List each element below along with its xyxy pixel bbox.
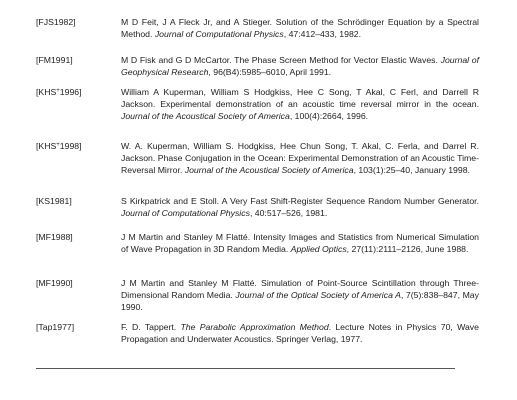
reference-journal: Journal of Computational Physics [121,208,250,219]
reference-key: [MF1988] [36,232,73,242]
reference-text: J M Martin and Stanley M Flatté. Intensity Images and Statistics from Numerical Simulation of Wave Propagation in 3D Random Media. Applied Optics, 27(11):2111–2126, June 1988. [121,232,479,255]
reference-journal: Journal of the Acoustical Society of America [121,111,290,122]
reference-key: [FM1991] [36,55,73,65]
reference-key: [KHS+1998] [36,141,82,151]
reference-key: [KHS+1996] [36,87,82,97]
reference-key: [MF1990] [36,278,73,288]
reference-text: William A Kuperman, William S Hodgkiss, Hee C Song, T Akal, C Ferl, and Darrell R Jackson. Experimental demonstration of an acoustic time reversal mirror in the ocean. Journal of the Acoustical Society of America, 100(4):2664, 1996. [121,87,479,122]
reference-text: F. D. Tappert. The Parabolic Approximation Method. Lecture Notes in Physics 70, Wave Propagation and Underwater Acoustics. Springer Verlag, 1977. [121,322,479,345]
reference-journal: Journal of the Optical Society of America A [235,290,401,301]
reference-journal: Journal of the Acoustical Society of America [184,165,354,176]
reference-journal: Journal of Computational Physics [154,29,284,40]
reference-journal: Journal of Geophysical Research [121,55,480,78]
reference-text: J M Martin and Stanley M Flatté. Simulation of Point-Source Scintillation through Three-Dimensional Random Media. Journal of the Optical Society of America A, 7(5):838–847, May 1990. [121,278,479,313]
reference-text: M D Feit, J A Fleck Jr, and A Stieger. Solution of the Schrödinger Equation by a Spectral Method. Journal of Computational Physics, 47:412–433, 1982. [121,17,479,40]
reference-journal: Applied Optics [290,244,347,255]
reference-book-title: The Parabolic Approximation Method [180,322,329,332]
reference-key: [FJS1982] [36,17,76,27]
reference-key: [Tap1977] [36,322,75,332]
reference-text: M D Fisk and G D McCartor. The Phase Screen Method for Vector Elastic Waves. Journal of Geophysical Research, 96(B4):5985–6010, April 1991. [121,55,480,78]
reference-text: S Kirkpatrick and E Stoll. A Very Fast Shift-Register Sequence Random Number Generator. Journal of Computational Physics, 40:517–526, 1981. [121,196,479,219]
footer-rule [36,368,455,369]
reference-key: [KS1981] [36,196,72,206]
reference-text: W. A. Kuperman, William S. Hodgkiss, Hee Chun Song, T. Akal, C. Ferla, and Darrel R. Jackson. Phase Conjugation in the Ocean: Experimental Demonstration of an Acoustic Time-Reversal Mirror. Journal of the Acoustical Society of America, 103(1):25–40, January 1998. [121,141,479,176]
